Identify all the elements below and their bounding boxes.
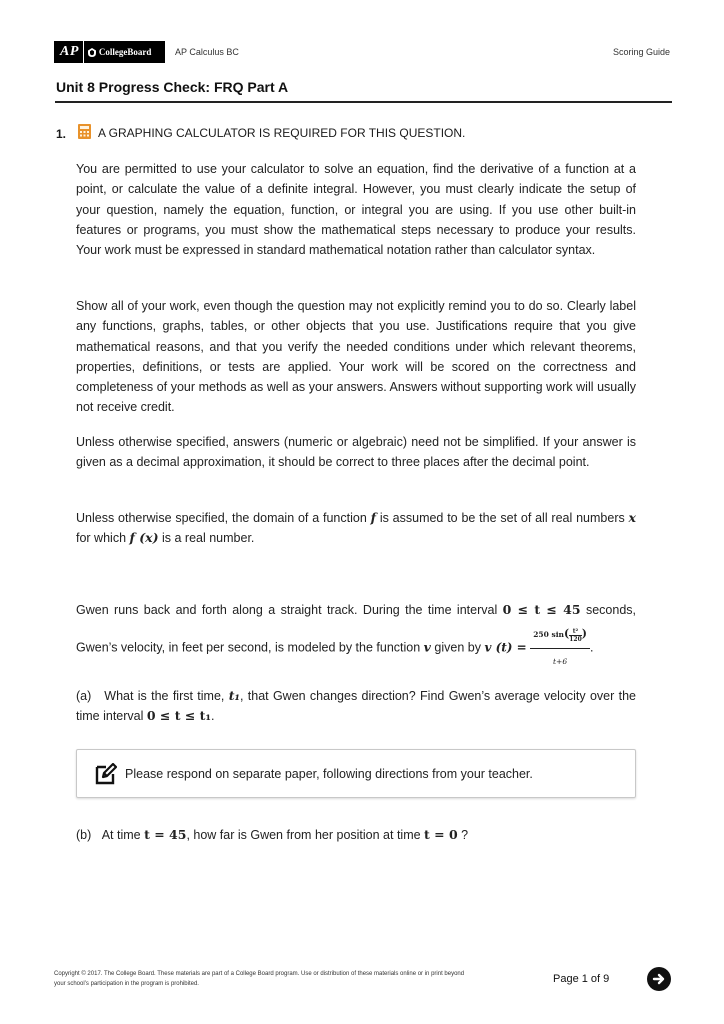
calculator-icon: [78, 124, 91, 144]
setup-interval: 0 ≤ t ≤ 45: [502, 602, 581, 617]
title-rule: [55, 101, 672, 103]
part-a-interval: 0 ≤ t ≤ t₁: [146, 708, 211, 724]
setup-text-3: given by: [430, 640, 485, 655]
part-a-label: (a): [76, 689, 92, 703]
part-b-text-2: , how far is Gwen from her position at time: [186, 828, 425, 842]
problem-setup: [76, 598, 636, 674]
p4-text-2: is assumed to be the set of all real numbers: [376, 511, 629, 525]
instructions-paragraph-2: Show all of your work, even though the question may not explicitly remind you to do so. Clearly label any functions, graphs, tables, or other objects that you use. Justifications require that you give mathematical reasons, and that you verify the needed conditions under which relevant theorems, properties, definitions, or tests are applied. Your work will be scored on the correctness and completeness of your methods as well as your answers. Answers without supporting work will usually not receive credit.: [76, 299, 636, 415]
course-name: AP Calculus BC: [175, 47, 239, 57]
part-b-end: ?: [457, 828, 469, 842]
part-a-t1: t₁: [228, 688, 240, 703]
page-title: Unit 8 Progress Check: FRQ Part A: [56, 79, 289, 95]
inner-denominator: 120: [569, 635, 582, 643]
setup-v: v: [423, 639, 431, 655]
ap-collegeboard-logo: [54, 41, 165, 63]
arrow-right-icon: [652, 972, 666, 986]
p4-text-4: is a real number.: [158, 531, 255, 546]
copyright-notice: Copyright © 2017. The College Board. These materials are part of a College Board program. Use or distribution of these materials online or in print beyond your school’s participation in the program is prohibited.: [54, 971, 465, 987]
next-page-button[interactable]: [647, 967, 671, 991]
setup-text-1: Gwen runs back and forth along a straight track. During the time interval: [76, 603, 503, 617]
setup-period: .: [589, 640, 594, 655]
part-a-text-2: , that Gwen changes direction? Find Gwen’s average velocity over the time interval: [76, 689, 637, 724]
part-b-eq2: t = 0: [424, 827, 458, 842]
instructions-paragraph-4: [76, 508, 636, 549]
inner-fraction: [569, 628, 582, 643]
logo-cb-text: CollegeBoard: [98, 47, 152, 57]
fraction-denominator: t+6: [553, 657, 568, 666]
instructions-paragraph-3: Unless otherwise specified, answers (numeric or algebraic) need not be simplified. If your answer is given as a decimal approximation, it should be correct to three places after the decimal point.: [76, 435, 636, 470]
part-a-period: .: [210, 709, 215, 724]
fraction-coefficient: 250 sin: [533, 630, 564, 639]
velocity-fraction: 250 sin( $\frac{\text{t²}}{120}$ ) t+6: [530, 622, 590, 674]
inner-numerator: t²: [569, 628, 582, 636]
part-a: [76, 686, 636, 727]
p4-math-f: f: [370, 510, 376, 525]
edit-icon: [95, 763, 117, 785]
calculator-notice: A GRAPHING CALCULATOR IS REQUIRED FOR THIS QUESTION.: [98, 126, 466, 140]
instructions-paragraph-1: You are permitted to use your calculator to solve an equation, find the derivative of a function at a point, or calculate the value of a definite integral. However, you must clearly indicate the setup of your question, namely the equation, function, or integral you are using. If you use other built-in features or programs, you must show the mathematical steps necessary to produce your results. Your work must be expressed in standard mathematical notation rather than calculator syntax.: [76, 162, 636, 258]
response-instructions-box: [76, 749, 636, 798]
logo-ap-text: AP: [60, 44, 79, 59]
page-indicator: Page 1 of 9: [553, 973, 610, 985]
p4-text-1: Unless otherwise specified, the domain of a function: [76, 511, 371, 525]
part-b: [76, 825, 636, 845]
acorn-icon: [88, 48, 96, 57]
p4-math-fx: f (x): [129, 530, 159, 546]
p4-math-x: x: [628, 510, 636, 525]
part-b-text-1: At time: [101, 828, 145, 842]
part-b-label: (b): [76, 828, 92, 842]
part-a-text-1: What is the first time,: [104, 689, 229, 703]
logo-collegeboard: [84, 47, 152, 57]
respond-text: Please respond on separate paper, following directions from your teacher.: [125, 766, 533, 781]
scoring-guide-label: Scoring Guide: [613, 47, 671, 57]
part-b-eq1: t = 45: [144, 827, 187, 842]
question-number: 1.: [56, 127, 67, 141]
setup-text-2: seconds, Gwen’s velocity, in feet per second, is modeled by the function: [76, 603, 636, 655]
p4-text-3: for which: [76, 531, 130, 546]
setup-vt: v (t) =: [484, 640, 527, 655]
